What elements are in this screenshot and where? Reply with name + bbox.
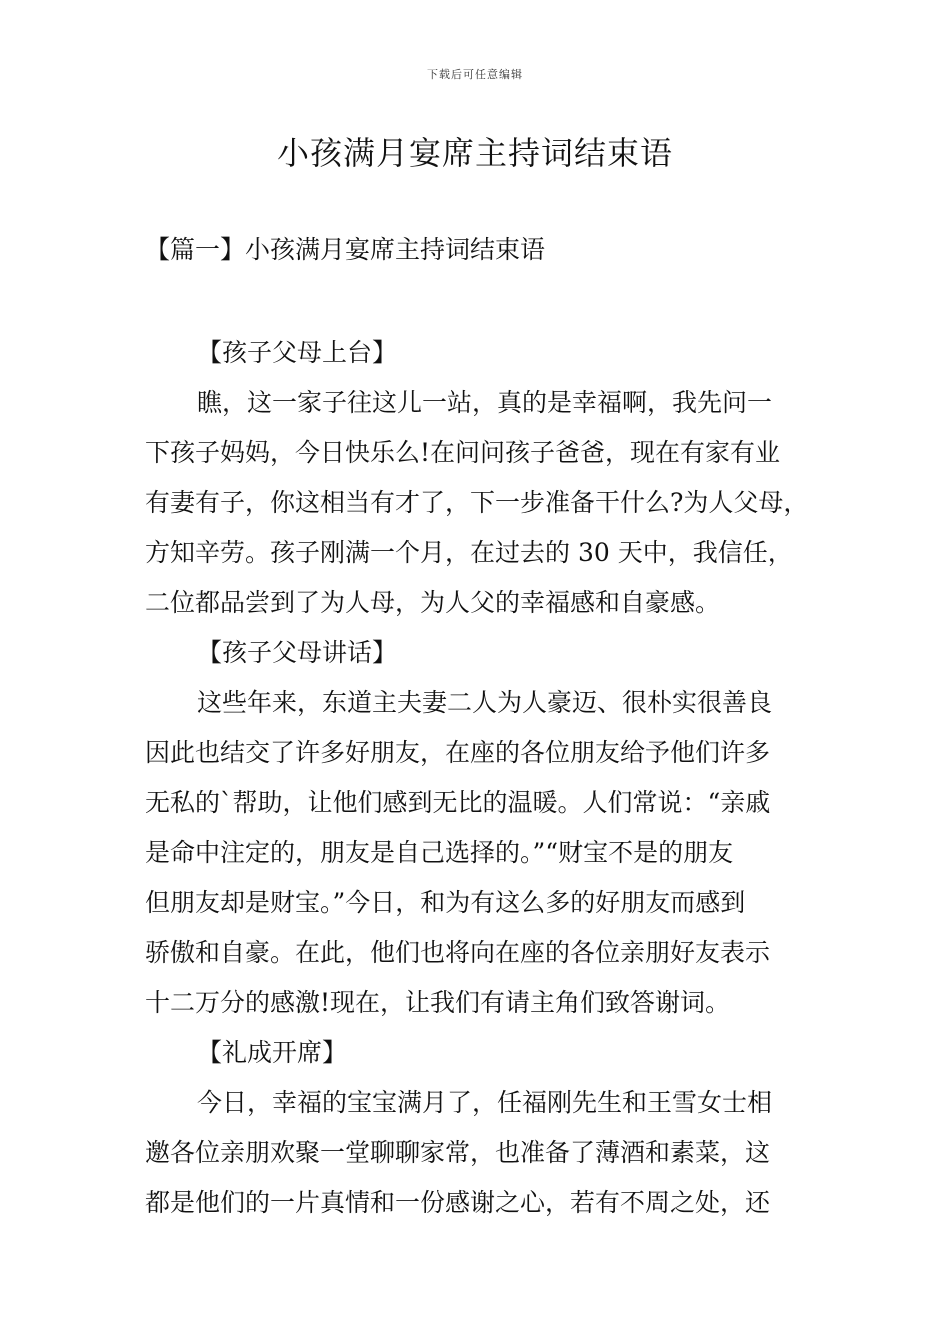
body-line: 下孩子妈妈，今日快乐么!在问问孩子爸爸，现在有家有业 — [145, 438, 781, 467]
body-line: 瞧，这一家子往这儿一站，真的是幸福啊，我先问一 — [197, 388, 773, 417]
body-line: 邀各位亲朋欢聚一堂聊聊家常，也准备了薄酒和素菜，这 — [145, 1138, 771, 1167]
document-body — [145, 328, 825, 1228]
document-title: 小孩满月宴席主持词结束语 — [276, 134, 673, 172]
body-line: 是命中注定的，朋友是自己选择的。”“财宝不是的朋友 — [145, 838, 734, 867]
body-line: 【礼成开席】 — [197, 1038, 348, 1067]
body-line: 今日，幸福的宝宝满月了，任福刚先生和王雪女士相 — [197, 1088, 773, 1117]
body-line: 二位都品尝到了为人母，为人父的幸福感和自豪感。 — [145, 588, 721, 617]
body-line: 因此也结交了许多好朋友，在座的各位朋友给予他们许多 — [145, 738, 771, 767]
body-line: 【孩子父母上台】 — [197, 338, 398, 367]
section-heading: 【篇一】小孩满月宴席主持词结束语 — [145, 235, 546, 264]
body-line: 无私的`帮助，让他们感到无比的温暖。人们常说：“亲戚 — [145, 788, 771, 817]
body-line: 方知辛劳。孩子刚满一个月，在过去的 30 天中，我信任， — [145, 538, 793, 567]
body-line: 十二万分的感激!现在，让我们有请主角们致答谢词。 — [145, 988, 731, 1017]
body-line: 有妻有子，你这相当有才了，下一步准备干什么?为人父母， — [145, 488, 809, 517]
header-note: 下载后可任意编辑 — [427, 68, 523, 81]
body-line: 骄傲和自豪。在此，他们也将向在座的各位亲朋好友表示 — [145, 938, 771, 967]
body-line: 都是他们的一片真情和一份感谢之心，若有不周之处，还 — [145, 1188, 771, 1217]
body-line: 这些年来，东道主夫妻二人为人豪迈、很朴实很善良 — [197, 688, 773, 717]
body-line: 但朋友却是财宝。”今日，和为有这么多的好朋友而感到 — [145, 888, 746, 917]
body-line: 【孩子父母讲话】 — [197, 638, 398, 667]
